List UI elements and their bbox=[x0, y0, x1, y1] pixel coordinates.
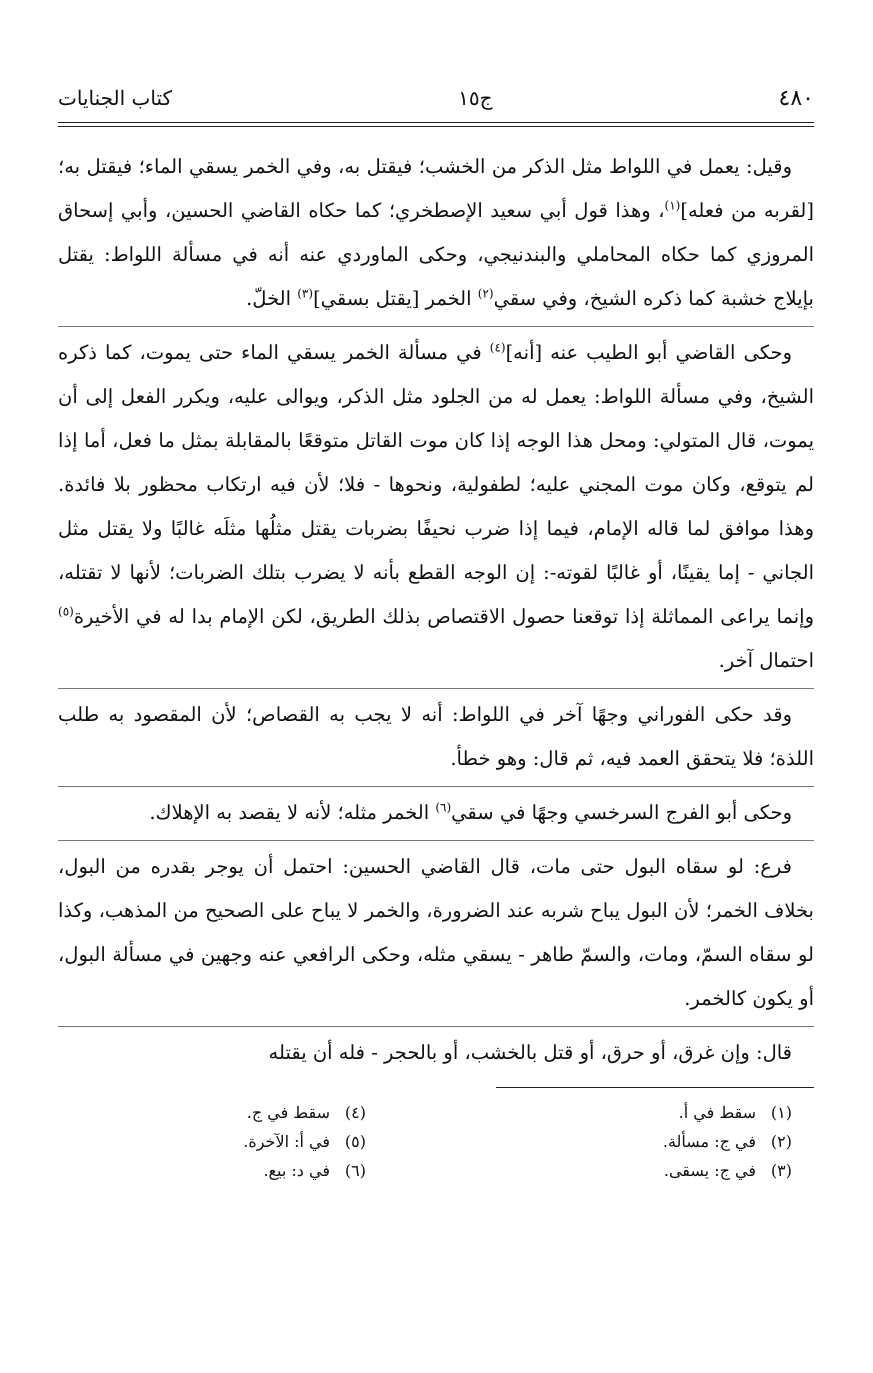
volume-number: ج١٥ bbox=[458, 86, 493, 110]
header-rule-thick bbox=[58, 122, 814, 123]
footnote-marker: (٦) bbox=[435, 800, 452, 815]
book-title: كتاب الجنايات bbox=[58, 86, 173, 110]
footnote-separator bbox=[58, 1087, 814, 1088]
header-rule-thin bbox=[58, 126, 814, 127]
paragraph: وقد حكى الفوراني وجهًا آخر في اللواط: أنه لا يجب به القصاص؛ لأن المقصود به طلب اللذة؛ فلا يتحقق العمد فيه، ثم قال: وهو خطأ. bbox=[58, 688, 814, 781]
footnote: (٦)في د: بيع. bbox=[263, 1161, 366, 1180]
footnote-marker: (٢) bbox=[477, 286, 494, 301]
footnote-marker: (١) bbox=[664, 198, 681, 213]
footnote-marker: (٥) bbox=[58, 604, 74, 619]
paragraph: قال: وإن غرق، أو حرق، أو قتل بالخشب، أو بالحجر - فله أن يقتله bbox=[58, 1026, 814, 1075]
paragraph: وحكى القاضي أبو الطيب عنه [أنه]$^{(٤)}$ في مسألة الخمر يسقي الماء حتى يموت، كما ذكره الشيخ، وفي مسألة اللواط: يعمل له من الجلود مثل الذكر، ويوالى عليه، ويكرر الفعل إلى أن يموت، قال المتولي: ومحل هذا الوجه إذا كان موت القاتل متوقعًا بالمقابلة بمثل ما فعل، أما إذا لم يتوقع، وكان موت المجني عليه؛ لطفولية، ونحوها - فلا؛ لأن فيه ارتكاب محظور بلا فائدة. وهذا موافق لما قاله الإمام، فيما إذا ضرب نحيفًا بضربات يقتل مثلُها مثلَه غالبًا ولا يقتل مثل الجاني - إما يقينًا، أو غالبًا لقوته-: إن الوجه القطع بأنه لا يضرب بتلك الضربات؛ لأنها لا تقتله، وإنما يراعى المماثلة إذا توقعنا حصول الاقتصاص بذلك الطريق، لكن الإمام بدا له في الأخيرة$^{(٥)}$ احتمال آخر. bbox=[58, 326, 814, 683]
footnote-marker: (٤) bbox=[489, 340, 506, 355]
footnote: (٤)سقط في ج. bbox=[246, 1103, 366, 1122]
main-text bbox=[58, 145, 814, 1075]
paragraph: فرع: لو سقاه البول حتى مات، قال القاضي الحسين: احتمل أن يوجر بقدره من البول، بخلاف الخمر؛ لأن البول يباح شربه عند الضرورة، والخمر لا يباح على الصحيح من المذهب، وكذا لو سقاه السمّ، ومات، والسمّ طاهر - يسقي مثله، وحكى الرافعي عنه وجهين في مسألة البول، أو يكون كالخمر. bbox=[58, 840, 814, 1021]
footnotes bbox=[58, 1098, 814, 1185]
page-number: ٤٨٠ bbox=[778, 85, 814, 111]
book-page bbox=[58, 78, 814, 1185]
running-header bbox=[58, 78, 814, 118]
footnote: (٢)في ج: مسألة. bbox=[662, 1132, 792, 1151]
footnote: (١)سقط في أ. bbox=[678, 1103, 792, 1122]
footnote: (٥)في أ: الآخرة. bbox=[243, 1132, 366, 1151]
paragraph: وحكى أبو الفرج السرخسي وجهًا في سقي$^{(٦)}$ الخمر مثله؛ لأنه لا يقصد به الإهلاك. bbox=[58, 786, 814, 835]
footnote-marker: (٣) bbox=[297, 286, 314, 301]
footnote: (٣)في ج: يسقى. bbox=[663, 1161, 792, 1180]
paragraph: وقيل: يعمل في اللواط مثل الذكر من الخشب؛ فيقتل به، وفي الخمر يسقي الماء؛ فيقتل به؛ [لقربه من فعله]$^{(١)}$، وهذا قول أبي سعيد الإصطخري؛ كما حكاه القاضي الحسين، وأبي إسحاق المروزي كما حكاه المحاملي والبندنيجي، وحكى الماوردي عنه أنه في مسألة اللواط: يقتل بإيلاج خشبة كما ذكره الشيخ، وفي سقي$^{(٢)}$ الخمر [يقتل بسقي]$^{(٣)}$ الخلّ. bbox=[58, 155, 814, 310]
